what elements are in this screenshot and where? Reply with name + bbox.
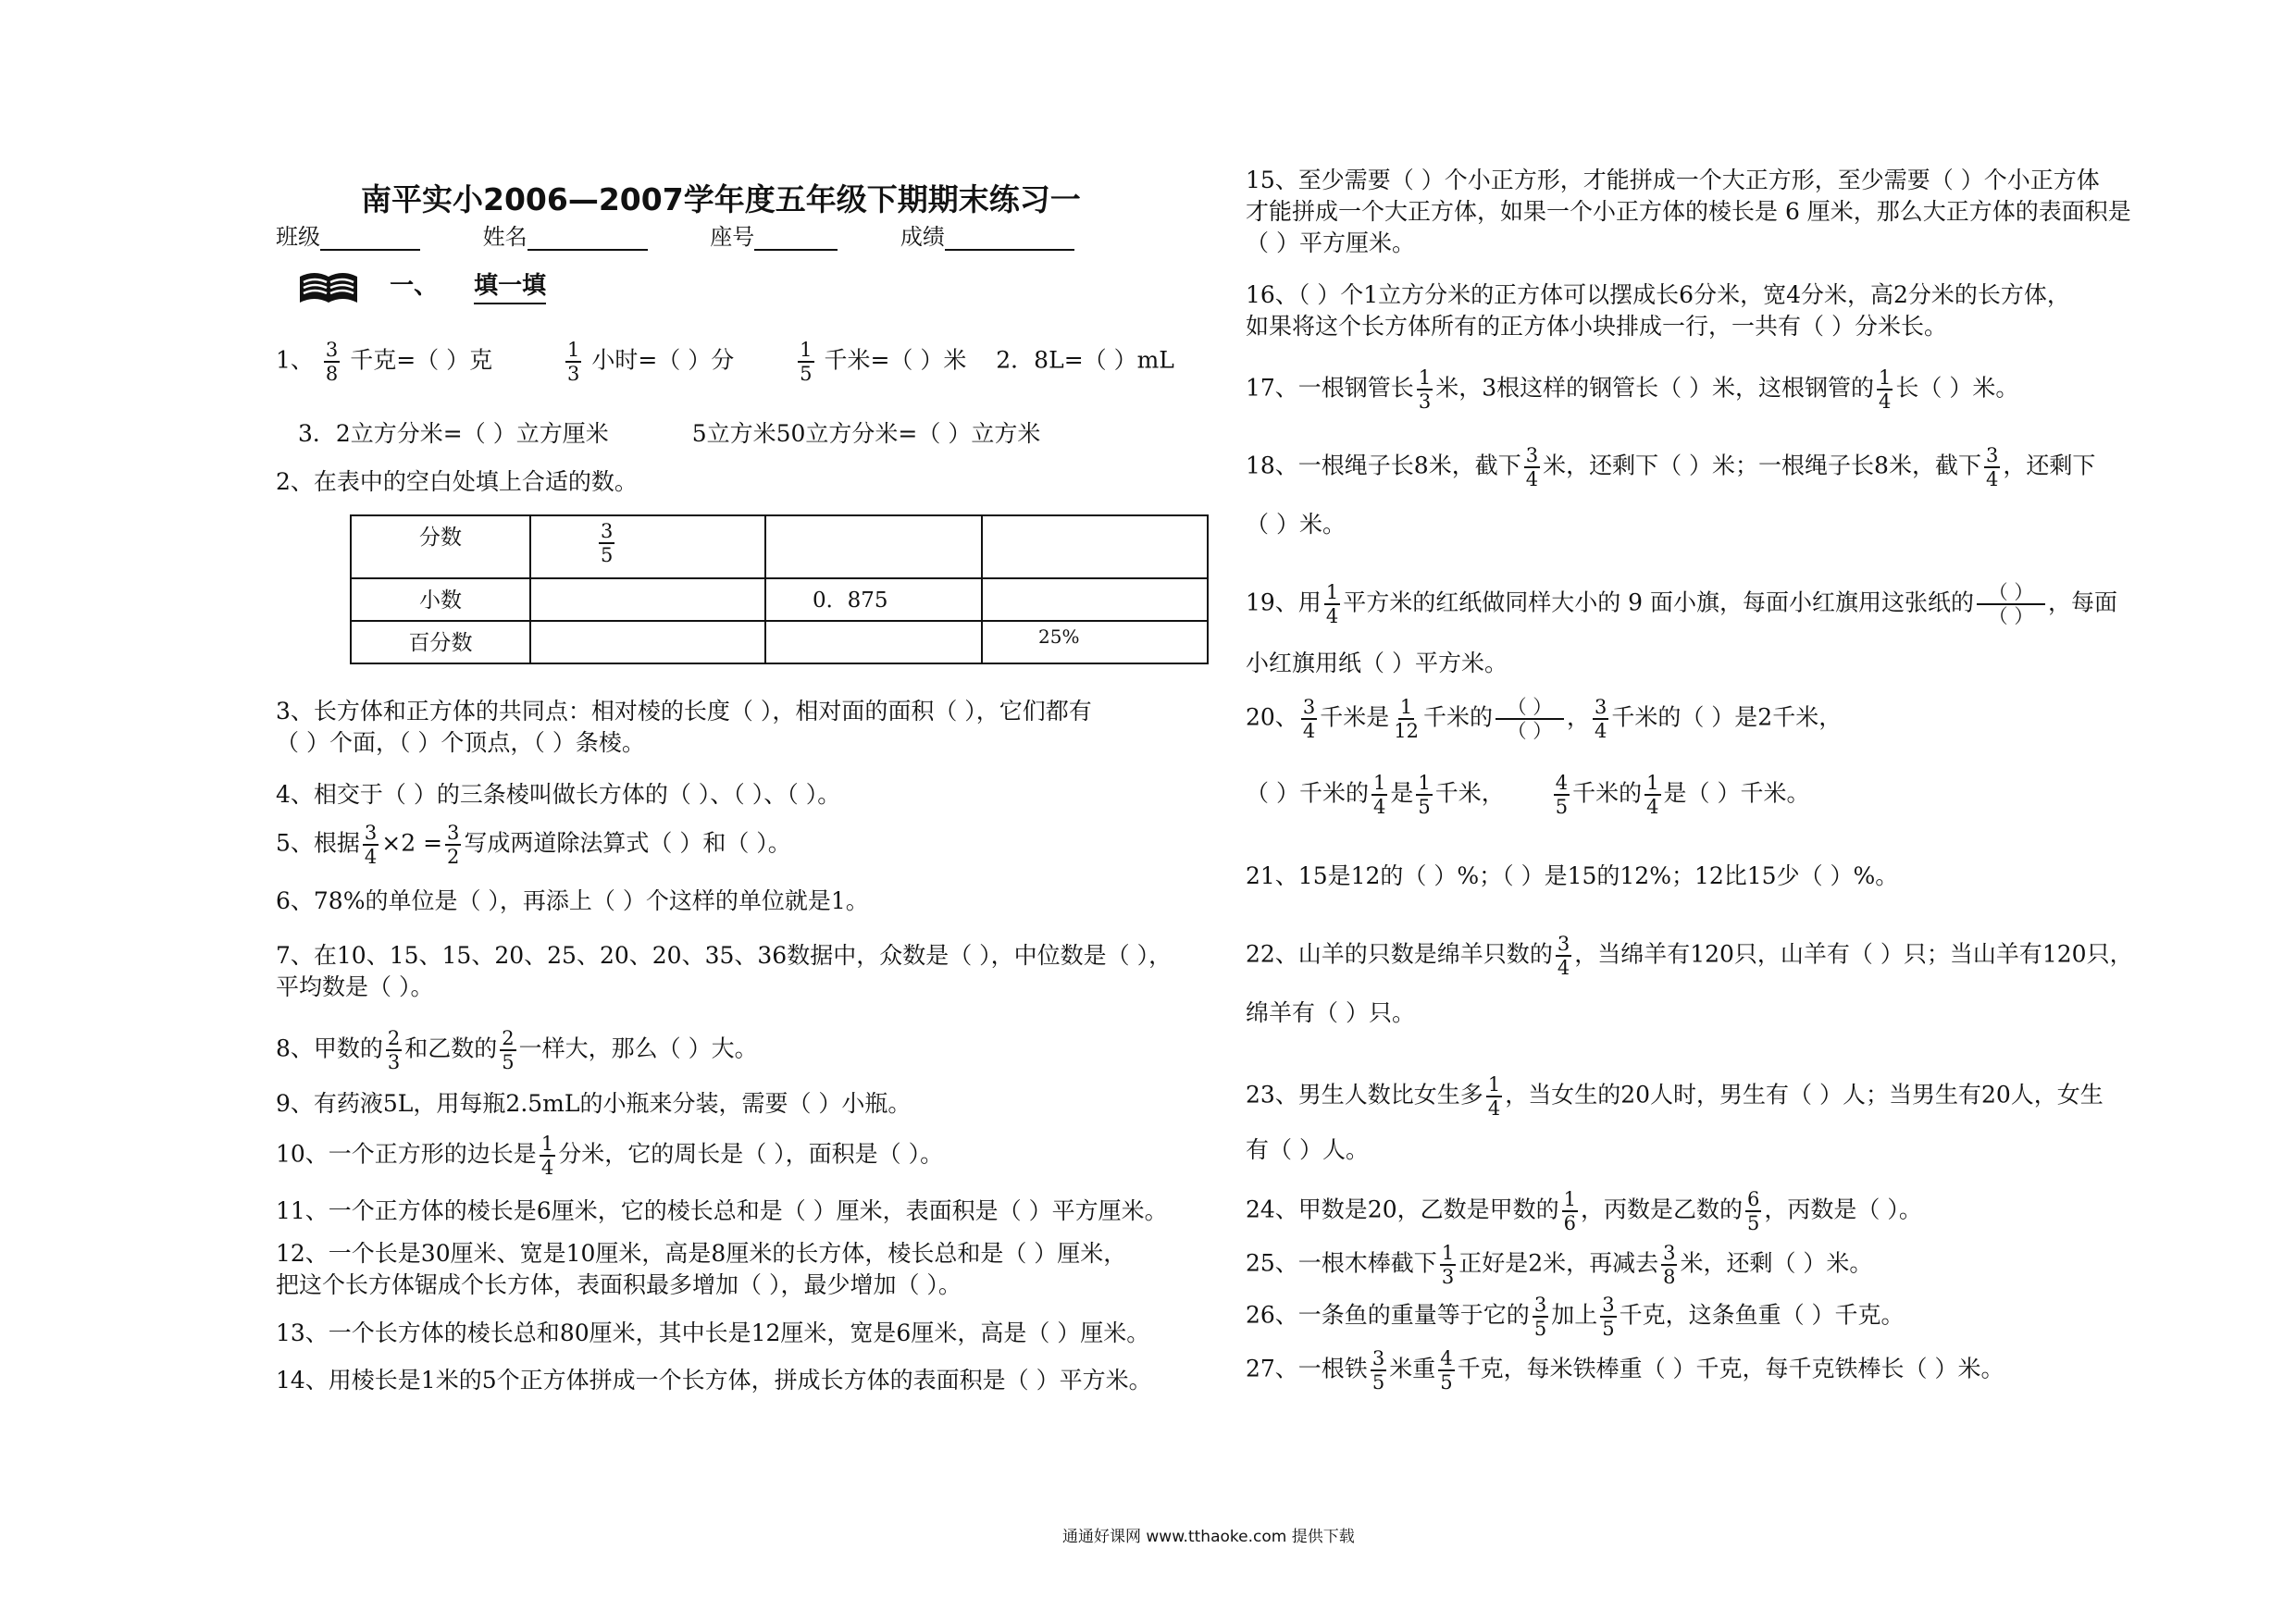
question-23-cont: 有（ ）人。 — [1246, 1136, 1369, 1163]
fraction: $\frac{3}{8}$ — [325, 339, 339, 385]
student-info — [276, 218, 1130, 251]
question-6: 6、78%的单位是（ ），再添上（ ）个这样的单位就是1。 — [276, 887, 869, 914]
question-26: 26、一条鱼的重量等于它的 $\frac{3}{5}$ 加上 $\frac{3}{5}$ 千克，这条鱼重（ ）千克。 — [1246, 1294, 1905, 1340]
blank-fraction[interactable]: $\frac{( )}{( )}$ — [1977, 581, 2045, 627]
question-2: 2、在表中的空白处填上合适的数。 — [276, 468, 638, 495]
question-4: 4、相交于（ ）的三条棱叫做长方体的（ ）、（ ）、（ ）。 — [276, 781, 841, 808]
fraction: $\frac{1}{3}$ — [567, 339, 580, 385]
question-1-row-b: 3．2立方分米=（ ）立方厘米 5立方米50立方分米=（ ）立方米 — [298, 420, 1041, 447]
question-12: 12、一个长是30厘米、宽是10厘米，高是8厘米的长方体，棱长总和是（ ）厘米， 把这个长方体锯成个长方体，表面积最多增加（ ），最少增加（ ）。 — [276, 1240, 1127, 1298]
score-label: 成绩 — [900, 224, 945, 250]
row-header-fraction: 分数 — [351, 515, 530, 578]
class-blank[interactable] — [320, 227, 420, 251]
page-title: 南平实小2006—2007学年度五年级下期期末练习一 — [361, 181, 1081, 217]
question-25: 25、一根木棒截下 $\frac{1}{3}$ 正好是2米，再减去 $\frac{3}{8}$ 米，还剩（ ）米。 — [1246, 1242, 1873, 1288]
table-cell: 0．875 — [765, 578, 982, 621]
blank-fraction[interactable]: $\frac{( )}{( )}$ — [1496, 696, 1564, 742]
question-27: 27、一根铁 $\frac{3}{5}$ 米重 $\frac{4}{5}$ 千克，每米铁棒重（ ）千克，每千克铁棒长（ ）米。 — [1246, 1347, 2004, 1394]
question-5: 5、根据 $\frac{3}{4}$ ×2 = $\frac{3}{2}$ 写成两道除法算式（ ）和（ ）。 — [276, 822, 791, 868]
question-20: 20、 $\frac{3}{4}$ 千米是 $\frac{1}{12}$ 千米的 $\frac{( )}{( )}$ ， $\frac{3}{4}$ 千米的（ ）是2千米， — [1246, 696, 1843, 742]
seat-blank[interactable] — [754, 227, 838, 251]
question-18: 18、一根绳子长8米，截下 $\frac{3}{4}$ 米，还剩下（ ）米；一根绳子长8米，截下 $\frac{3}{4}$ ，还剩下 — [1246, 444, 2096, 490]
fraction: $\frac{1}{5}$ — [800, 339, 813, 385]
question-23: 23、男生人数比女生多 $\frac{1}{4}$ ，当女生的20人时，男生有（ ）人；当男生有20人，女生 — [1246, 1073, 2104, 1120]
row-header-decimal: 小数 — [351, 578, 530, 621]
question-19-cont: 小红旗用纸（ ）平方米。 — [1246, 650, 1508, 676]
question-15: 15、至少需要（ ）个小正方形，才能拼成一个大正方形，至少需要（ ）个小正方体 才能拼成一个大正方体，如果一个小正方体的棱长是 6 厘米，那么大正方体的表面积是 （ ）平方厘米。 — [1246, 167, 2131, 256]
question-19: 19、用 $\frac{1}{4}$ 平方米的红纸做同样大小的 9 面小旗，每面小红旗用这张纸的 $\frac{( )}{( )}$ ，每面 — [1246, 581, 2118, 627]
question-11: 11、一个正方体的棱长是6厘米，它的棱长总和是（ ）厘米，表面积是（ ）平方厘米。 — [276, 1197, 1168, 1224]
question-22: 22、山羊的只数是绵羊只数的 $\frac{3}{4}$ ，当绵羊有120只，山羊有（ ）只；当山羊有120只， — [1246, 933, 2133, 979]
question-8: 8、甲数的 $\frac{2}{3}$ 和乙数的 $\frac{2}{5}$ 一样大，那么（ ）大。 — [276, 1027, 758, 1073]
table-cell[interactable] — [982, 578, 1208, 621]
question-10: 10、一个正方形的边长是 $\frac{1}{4}$ 分米，它的周长是（ ），面积是（ ）。 — [276, 1133, 944, 1179]
section-header — [298, 266, 546, 306]
conversion-table — [350, 514, 1209, 664]
section-number: 一、 — [390, 272, 439, 300]
question-1-row-a: 1、 $\frac{3}{8}$ 千克=（ ）克 $\frac{1}{3}$ 小时=（ ）分 $\frac{1}{5}$ 千米=（ ）米 2．8L=（ ）mL — [276, 339, 1174, 385]
footer-credit: 通通好课网 www.tthaoke.com 提供下载 — [1062, 1528, 1355, 1546]
table-cell[interactable] — [982, 515, 1208, 578]
table-cell[interactable] — [765, 515, 982, 578]
question-24: 24、甲数是20，乙数是甲数的 $\frac{1}{6}$ ，丙数是乙数的 $\frac{6}{5}$ ，丙数是（ ）。 — [1246, 1188, 1922, 1234]
name-blank[interactable] — [527, 227, 648, 251]
book-icon — [298, 267, 359, 306]
table-cell[interactable] — [530, 621, 765, 663]
question-16: 16、（ ）个1立方分米的正方体可以摆成长6分米，宽4分米，高2分米的长方体， 如果将这个长方体所有的正方体小块排成一行，一共有（ ）分米长。 — [1246, 281, 2070, 340]
section-label: 填一填 — [474, 266, 546, 304]
table-cell — [530, 515, 765, 578]
table-cell[interactable] — [530, 578, 765, 621]
question-21: 21、15是12的（ ）%；（ ）是15的12%；12比15少（ ）%。 — [1246, 862, 1899, 889]
table-cell: 25% — [982, 621, 1208, 663]
class-label: 班级 — [276, 224, 320, 250]
question-20-cont: （ ）千米的 $\frac{1}{4}$ 是 $\frac{1}{5}$ 千米， $\frac{4}{5}$ 千米的 $\frac{1}{4}$ 是（ ）千米。 — [1246, 772, 1810, 818]
seat-label: 座号 — [710, 224, 755, 250]
table-cell[interactable] — [765, 621, 982, 663]
row-header-percent: 百分数 — [351, 621, 530, 663]
score-blank[interactable] — [945, 227, 1074, 251]
question-22-cont: 绵羊有（ ）只。 — [1246, 999, 1415, 1026]
question-13: 13、一个长方体的棱长总和80厘米，其中长是12厘米，宽是6厘米，高是（ ）厘米。 — [276, 1319, 1150, 1346]
name-label: 姓名 — [482, 224, 527, 250]
question-17: 17、一根钢管长 $\frac{1}{3}$ 米，3根这样的钢管长（ ）米，这根钢管的 $\frac{1}{4}$ 长（ ）米。 — [1246, 366, 2019, 413]
question-7: 7、在10、15、15、20、25、20、20、35、36数据中，众数是（ ），中位数是（ ）， 平均数是（ ）。 — [276, 942, 1173, 1000]
question-3: 3、长方体和正方体的共同点：相对棱的长度（ ），相对面的面积（ ），它们都有 （ ）个面，（ ）个顶点，（ ）条棱。 — [276, 698, 1092, 756]
question-9: 9、有药液5L，用每瓶2.5mL的小瓶来分装，需要（ ）小瓶。 — [276, 1090, 912, 1117]
question-14: 14、用棱长是1米的5个正方体拼成一个长方体，拼成长方体的表面积是（ ）平方米。 — [276, 1367, 1152, 1394]
fraction: $\frac{3}{5}$ — [601, 520, 614, 566]
question-18-cont: （ ）米。 — [1246, 511, 1346, 538]
